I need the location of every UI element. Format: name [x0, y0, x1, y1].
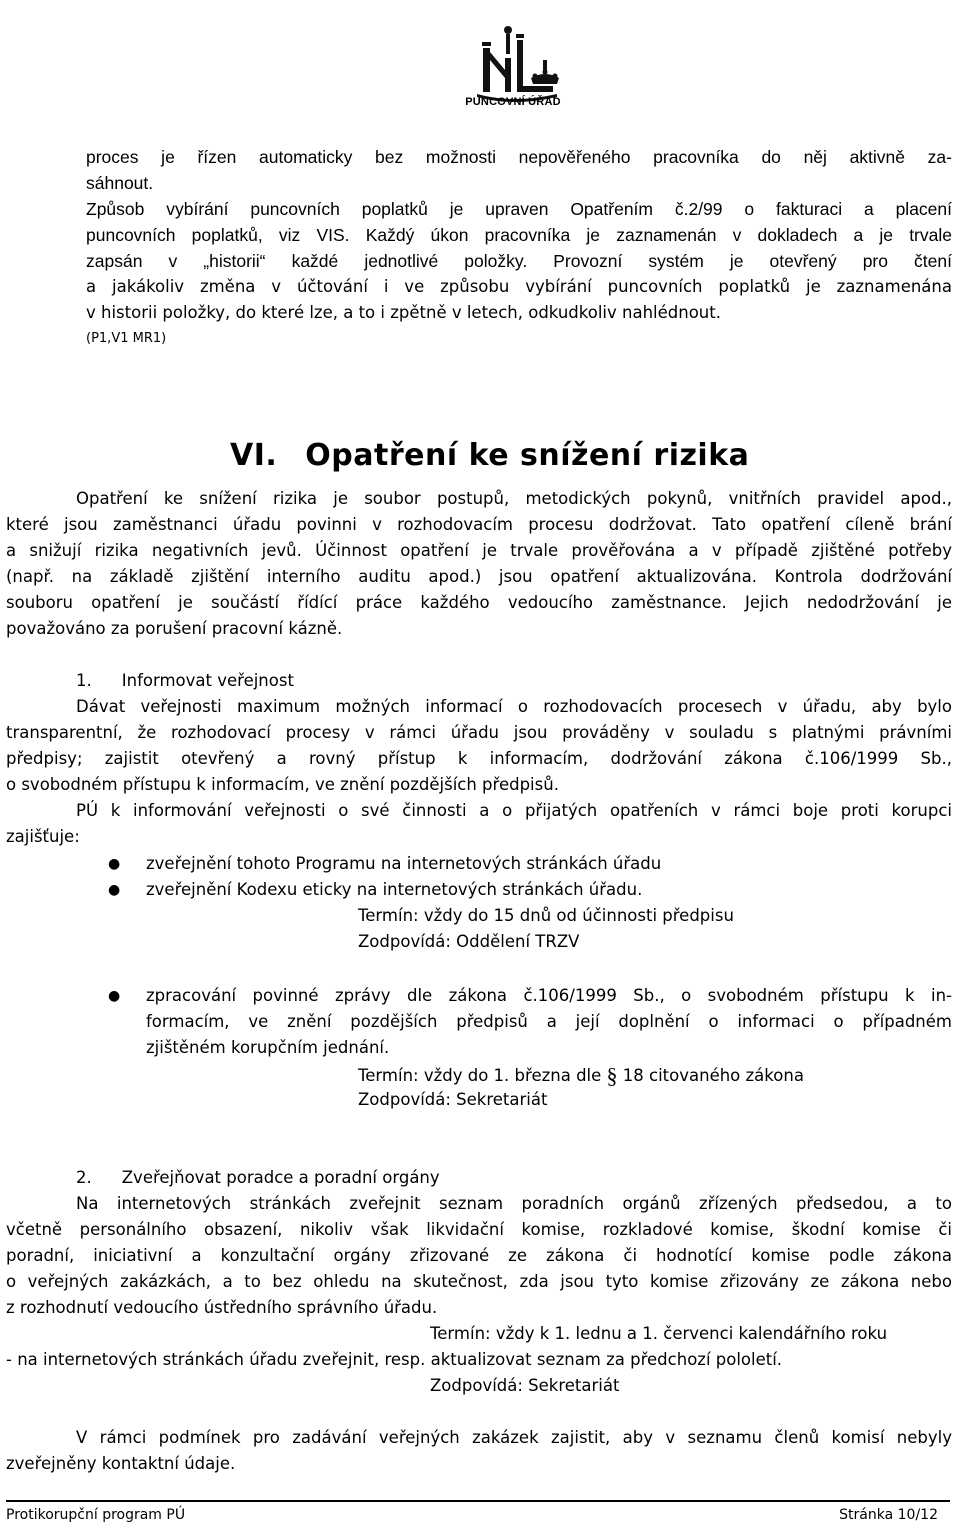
item-2-heading [76, 1165, 440, 1191]
text-line: z rozhodnutí vedoucího ústředního správního úřadu. [6, 1298, 438, 1317]
bullet-item: zveřejnění Kodexu eticky na internetových stránkách úřadu. [146, 880, 643, 899]
text-line: zapsán v „historii“ každé jednotlivé položky. Provozní systém je otevřený pro čtení [86, 251, 952, 271]
bullet-item: zveřejnění tohoto Programu na internetových stránkách úřadu [146, 854, 662, 873]
text-line: sáhnout. [86, 173, 154, 193]
paragraph-sign: § [606, 1063, 618, 1088]
item-1-paragraph [6, 694, 952, 850]
text-line: Na internetových stránkách zveřejnit seznam poradních orgánů zřízených předsedou, a to [76, 1194, 952, 1213]
text-line: a snižují rizika negativních jevů. Účinnost opatření je trvale prověřována a v případě zjištěné potřeby [6, 541, 952, 560]
bullet-icon: ● [108, 988, 121, 1004]
text-line: o svobodném přístupu k informacím, ve znění pozdějších předpisů. [6, 775, 559, 794]
text-line: Dávat veřejnosti maximum možných informací o rozhodovacích procesech v úřadu, aby bylo [76, 697, 952, 716]
text-line: poradní, iniciativní a konzultační orgány zřizované ze zákona či hodnotící komise podle zákona [6, 1246, 952, 1265]
bullet-icon: ● [108, 856, 121, 872]
text-line: - na internetových stránkách úřadu zveřejnit, resp. aktualizovat seznam za předchozí pololetí. [6, 1350, 783, 1369]
text-line: formacím, ve znění pozdějších předpisů a její doplnění o informaci o případném [146, 1012, 952, 1031]
term-line: Termín: vždy do 15 dnů od účinnosti předpisu [358, 906, 734, 925]
page-number: Stránka 10/12 [839, 1507, 938, 1523]
text-line: zpracování povinné zprávy dle zákona č.106/1999 Sb., o svobodném přístupu k in- [146, 986, 952, 1005]
responsible-line: Zodpovídá: Sekretariát [430, 1376, 620, 1395]
item-title: Zveřejňovat poradce a poradní orgány [121, 1168, 440, 1187]
item-title: Informovat veřejnost [121, 671, 294, 690]
text-line: zveřejněny kontaktní údaje. [6, 1454, 236, 1473]
responsible-line: Zodpovídá: Oddělení TRZV [358, 932, 580, 951]
text-line: transparentní, že rozhodovací procesy v rámci úřadu jsou prováděny v souladu s platnými právními [6, 723, 952, 742]
text-line: Opatření ke snížení rizika je soubor postupů, metodických pokynů, vnitřních pravidel apod., [76, 489, 952, 508]
text-line: o veřejných zakázkách, a to bez ohledu na skutečnost, zda jsou tyto komise zřizovány ze zákona nebo [6, 1272, 952, 1291]
footer-title: Protikorupční program PÚ [6, 1507, 186, 1523]
term-line: Termín: vždy k 1. lednu a 1. červenci kalendářního roku [430, 1324, 888, 1343]
item-1-heading [76, 668, 294, 694]
intro-paragraph [86, 144, 952, 352]
text-line: PÚ k informování veřejnosti o své činnosti a o přijatých opatřeních v rámci boje proti korupci [76, 801, 952, 820]
footer-divider [6, 1500, 950, 1502]
text-line: V rámci podmínek pro zadávání veřejných zakázek zajistit, aby v seznamu členů komisí nebyly [76, 1428, 952, 1447]
section-heading [230, 438, 749, 473]
responsible-line: Zodpovídá: Sekretariát [358, 1090, 548, 1109]
text-line: Způsob vybírání puncovních poplatků je upraven Opatřením č.2/99 o fakturaci a placení [86, 199, 952, 219]
logo-text: PUNCOVNÍ ÚŘAD [465, 96, 561, 108]
item-number: 1. [76, 671, 92, 690]
bullet-icon: ● [108, 882, 121, 898]
text-line: proces je řízen automaticky bez možnosti nepověřeného pracovníka do něj aktivně za- [86, 147, 952, 167]
text-line: a jakákoliv změna v účtování i ve způsobu vybírání puncovních poplatků je zaznamenána [86, 277, 952, 296]
reference-code: (P1,V1 MR1) [86, 331, 167, 346]
item-number: 2. [76, 1168, 92, 1187]
text-line: předpisy; zajistit otevřený a rovný přístup k informacím, dodržování zákona č.106/1999 Sb., [6, 749, 952, 768]
text-line: zjištěném korupčním jednání. [146, 1038, 390, 1057]
section-title: Opatření ke snížení rizika [305, 438, 750, 473]
text-line: v historii položky, do které lze, a to i zpětně v letech, odkudkoliv nahlédnout. [86, 303, 721, 322]
text-line: zajišťuje: [6, 827, 80, 846]
section-paragraph [6, 486, 952, 642]
text-line: považováno za porušení pracovní kázně. [6, 619, 343, 638]
text-line: které jsou zaměstnanci úřadu povinni v rozhodovacím procesu dodržovat. Tato opatření cíleně brání [6, 515, 952, 534]
final-paragraph [6, 1425, 952, 1477]
term-line: Termín: vždy do 1. března dle § 18 citovaného zákona [358, 1063, 804, 1088]
text-line: puncovních poplatků, viz VIS. Každý úkon pracovníka je zaznamenán v dokladech a je trvale [86, 225, 952, 245]
item-2-paragraph [6, 1191, 952, 1321]
text-line: (např. na základě zjištění interního auditu apod.) jsou opatření aktualizována. Kontrola dodržování [6, 567, 952, 586]
text-line: souboru opatření je součástí řídící práce každého vedoucího zaměstnance. Jejich nedodržování je [6, 593, 952, 612]
section-number: VI. [230, 438, 278, 473]
bullet-item [146, 983, 952, 1061]
text-line: včetně personálního obsazení, nikoliv však likvidační komise, rozkladové komise, škodní komise či [6, 1220, 952, 1239]
